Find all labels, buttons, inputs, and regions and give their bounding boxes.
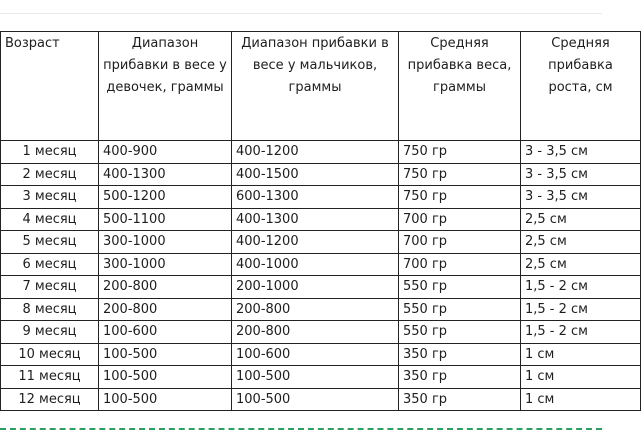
cell-girls-range: 200-800 bbox=[99, 276, 232, 299]
cell-age: 9 месяц bbox=[1, 321, 99, 344]
cell-boys-range: 100-500 bbox=[232, 366, 399, 389]
cell-age: 1 месяц bbox=[1, 141, 99, 164]
cell-girls-range: 200-800 bbox=[99, 298, 232, 321]
cell-avg-weight: 700 гр bbox=[399, 253, 521, 276]
cell-girls-range: 100-500 bbox=[99, 366, 232, 389]
cell-girls-range: 500-1200 bbox=[99, 186, 232, 209]
cell-avg-height: 2,5 см bbox=[521, 208, 641, 231]
cell-girls-range: 100-500 bbox=[99, 388, 232, 411]
cell-avg-height: 3 - 3,5 см bbox=[521, 163, 641, 186]
cell-age: 2 месяц bbox=[1, 163, 99, 186]
table-row bbox=[1, 366, 641, 389]
cell-girls-range: 400-1300 bbox=[99, 163, 232, 186]
header-age: Возраст bbox=[1, 32, 99, 141]
cell-avg-height: 3 - 3,5 см bbox=[521, 141, 641, 164]
cell-avg-height: 2,5 см bbox=[521, 231, 641, 254]
cell-girls-range: 100-500 bbox=[99, 343, 232, 366]
header-girls-weight-range: Диапазон прибавки в весе у девочек, граммы bbox=[99, 32, 232, 141]
cell-avg-height: 1 см bbox=[521, 388, 641, 411]
cell-boys-range: 400-1300 bbox=[232, 208, 399, 231]
cell-avg-height: 2,5 см bbox=[521, 253, 641, 276]
infant-growth-table bbox=[0, 31, 641, 411]
cell-boys-range: 400-1200 bbox=[232, 141, 399, 164]
table-row bbox=[1, 298, 641, 321]
table-row bbox=[1, 388, 641, 411]
cell-boys-range: 100-600 bbox=[232, 343, 399, 366]
cell-age: 4 месяц bbox=[1, 208, 99, 231]
cell-age: 12 месяц bbox=[1, 388, 99, 411]
cell-boys-range: 400-1200 bbox=[232, 231, 399, 254]
cell-avg-weight: 700 гр bbox=[399, 208, 521, 231]
cell-avg-weight: 550 гр bbox=[399, 276, 521, 299]
table-row bbox=[1, 163, 641, 186]
cell-boys-range: 200-800 bbox=[232, 321, 399, 344]
cell-avg-height: 1,5 - 2 см bbox=[521, 321, 641, 344]
dashed-separator bbox=[0, 428, 602, 430]
cell-boys-range: 400-1500 bbox=[232, 163, 399, 186]
cell-boys-range: 200-800 bbox=[232, 298, 399, 321]
table-row bbox=[1, 208, 641, 231]
header-average-weight-gain: Средняя прибавка веса, граммы bbox=[399, 32, 521, 141]
table-body bbox=[1, 141, 641, 411]
cell-avg-weight: 350 гр bbox=[399, 388, 521, 411]
cell-girls-range: 300-1000 bbox=[99, 231, 232, 254]
cell-avg-weight: 350 гр bbox=[399, 343, 521, 366]
cell-avg-weight: 550 гр bbox=[399, 321, 521, 344]
table-row bbox=[1, 321, 641, 344]
cell-girls-range: 500-1100 bbox=[99, 208, 232, 231]
cell-avg-weight: 700 гр bbox=[399, 231, 521, 254]
cell-avg-weight: 550 гр bbox=[399, 298, 521, 321]
cell-avg-weight: 750 гр bbox=[399, 163, 521, 186]
cell-boys-range: 200-1000 bbox=[232, 276, 399, 299]
table-row bbox=[1, 276, 641, 299]
cell-age: 10 месяц bbox=[1, 343, 99, 366]
table-row bbox=[1, 253, 641, 276]
cell-avg-weight: 350 гр bbox=[399, 366, 521, 389]
cell-avg-height: 3 - 3,5 см bbox=[521, 186, 641, 209]
cell-avg-height: 1,5 - 2 см bbox=[521, 298, 641, 321]
cell-age: 6 месяц bbox=[1, 253, 99, 276]
cell-age: 3 месяц bbox=[1, 186, 99, 209]
cell-girls-range: 100-600 bbox=[99, 321, 232, 344]
table-row bbox=[1, 186, 641, 209]
cell-boys-range: 400-1000 bbox=[232, 253, 399, 276]
top-divider bbox=[0, 13, 602, 14]
header-boys-weight-range: Диапазон прибавки в весе у мальчиков, граммы bbox=[232, 32, 399, 141]
cell-avg-weight: 750 гр bbox=[399, 186, 521, 209]
cell-age: 7 месяц bbox=[1, 276, 99, 299]
cell-age: 5 месяц bbox=[1, 231, 99, 254]
table-viewport bbox=[0, 31, 613, 414]
cell-avg-height: 1,5 - 2 см bbox=[521, 276, 641, 299]
table-row bbox=[1, 231, 641, 254]
cell-boys-range: 100-500 bbox=[232, 388, 399, 411]
cell-avg-weight: 750 гр bbox=[399, 141, 521, 164]
cell-girls-range: 300-1000 bbox=[99, 253, 232, 276]
table-row bbox=[1, 141, 641, 164]
cell-avg-height: 1 см bbox=[521, 343, 641, 366]
cell-age: 11 месяц bbox=[1, 366, 99, 389]
cell-avg-height: 1 см bbox=[521, 366, 641, 389]
table-row bbox=[1, 343, 641, 366]
cell-boys-range: 600-1300 bbox=[232, 186, 399, 209]
cell-age: 8 месяц bbox=[1, 298, 99, 321]
header-average-height-gain: Средняя прибавка роста, см bbox=[521, 32, 641, 141]
table-header-row bbox=[1, 32, 641, 141]
cell-girls-range: 400-900 bbox=[99, 141, 232, 164]
